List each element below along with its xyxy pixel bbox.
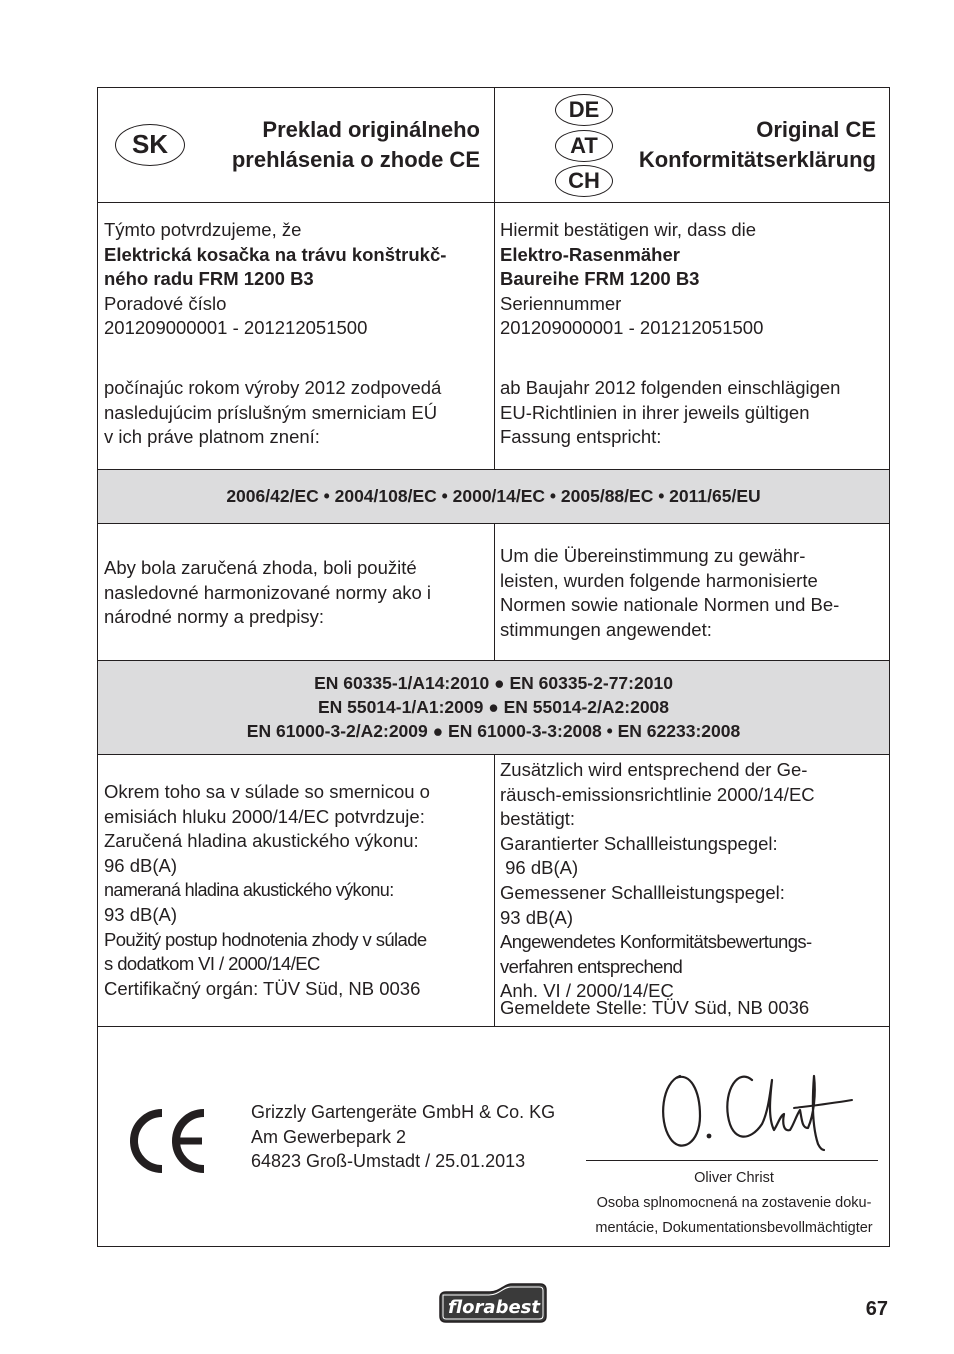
product-info-sk: Týmto potvrdzujeme, že Elektrická kosačka na trávu konštrukč- ného radu FRM 1200 B3 Poradové číslo 201209000001 - 201212051500 bbox=[104, 219, 447, 339]
compliance-text-de: ab Baujahr 2012 folgenden einschlägigen EU-Richtlinien in ihrer jeweils gültigen Fassung entspricht: bbox=[500, 377, 841, 448]
standards-line: EN 55014-1/A1:2009 ● EN 55014-2/A2:2008 bbox=[317, 697, 670, 717]
signer-name: Oliver Christ bbox=[694, 1170, 774, 1186]
company-address: Grizzly Gartengeräte GmbH & Co. KG Am Gewerbepark 2 64823 Groß-Umstadt / 25.01.2013 bbox=[251, 1102, 556, 1172]
language-badge-at: AT bbox=[555, 130, 613, 162]
handwritten-signature bbox=[654, 1058, 864, 1160]
language-badge-sk: SK bbox=[115, 124, 185, 166]
language-badge-de: DE bbox=[555, 94, 613, 126]
harmonized-standards-text-de: Um die Übereinstimmung zu gewähr- leisten, wurden folgende harmonisierte Normen sowie nationale Normen und Be- stimmungen angewendet: bbox=[500, 545, 840, 640]
standards-line: EN 60335-1/A14:2010 ● EN 60335-2-77:2010 bbox=[314, 673, 673, 693]
compliance-text-sk: počínajúc rokom výroby 2012 zodpovedá nasledujúcim príslušným smerniciam EÚ v ich práve platnom znení: bbox=[104, 377, 442, 448]
column-divider bbox=[494, 88, 495, 469]
column-divider bbox=[494, 523, 495, 661]
product-info-de: Hiermit bestätigen wir, dass die Elektro-Rasenmäher Baureihe FRM 1200 B3 Seriennummer 201209000001 - 201212051500 bbox=[500, 219, 764, 339]
header-title-de: Original CE Konformitätserklärung bbox=[638, 117, 876, 172]
column-divider bbox=[494, 754, 495, 1027]
directives-band bbox=[98, 470, 889, 523]
directives-list: 2006/42/EC • 2004/108/EC • 2000/14/EC • 2005/88/EC • 2011/65/EU bbox=[226, 486, 761, 506]
header-title-sk: Preklad originálneho prehlásenia o zhode CE bbox=[231, 117, 480, 172]
signer-role: Osoba splnomocnená na zostavenie doku- mentácie, Dokumentationsbevollmächtigter bbox=[595, 1195, 873, 1236]
svg-text:florabest: florabest bbox=[448, 1297, 540, 1318]
harmonized-standards-text-sk: Aby bola zaručená zhoda, boli použité nasledovné harmonizované normy ako i národné normy a predpisy: bbox=[104, 557, 432, 628]
signature-line bbox=[586, 1160, 878, 1161]
noise-emission-text-sk: Okrem toho sa v súlade so smernicou o emisiách hluku 2000/14/EC potvrdzuje: Zaručená hladina akustického výkonu: 96 dB(A) nameraná hladina akustického výkonu: 93 dB(A) Použitý postup hodnotenia zhody v súlade s dodatkom VI / 2000/14/EC Certifikačný orgán: TÜV Süd, NB 0036 bbox=[104, 781, 430, 999]
page-number: 67 bbox=[865, 1298, 888, 1320]
standards-line: EN 61000-3-2/A2:2009 ● EN 61000-3-3:2008 • EN 62233:2008 bbox=[246, 721, 741, 741]
standards-band bbox=[98, 661, 889, 754]
florabest-logo bbox=[438, 1280, 548, 1326]
language-badge-ch: CH bbox=[555, 165, 613, 197]
noise-emission-text-de: Zusätzlich wird entsprechend der Ge- räusch-emissionsrichtlinie 2000/14/EC bestätigt: Garantierter Schallleistungspegel: 96 dB(A) Gemessener Schallleistungspegel: 93 dB(A) Angewendetes Konformitätsbewertungs- verfahren entsprechend Anh. VI / 2000/14/EC Gemeldete Stelle: TÜV Süd, NB 0036 bbox=[500, 759, 815, 1018]
ce-mark-icon bbox=[124, 1108, 212, 1174]
declaration-table bbox=[97, 87, 890, 1247]
